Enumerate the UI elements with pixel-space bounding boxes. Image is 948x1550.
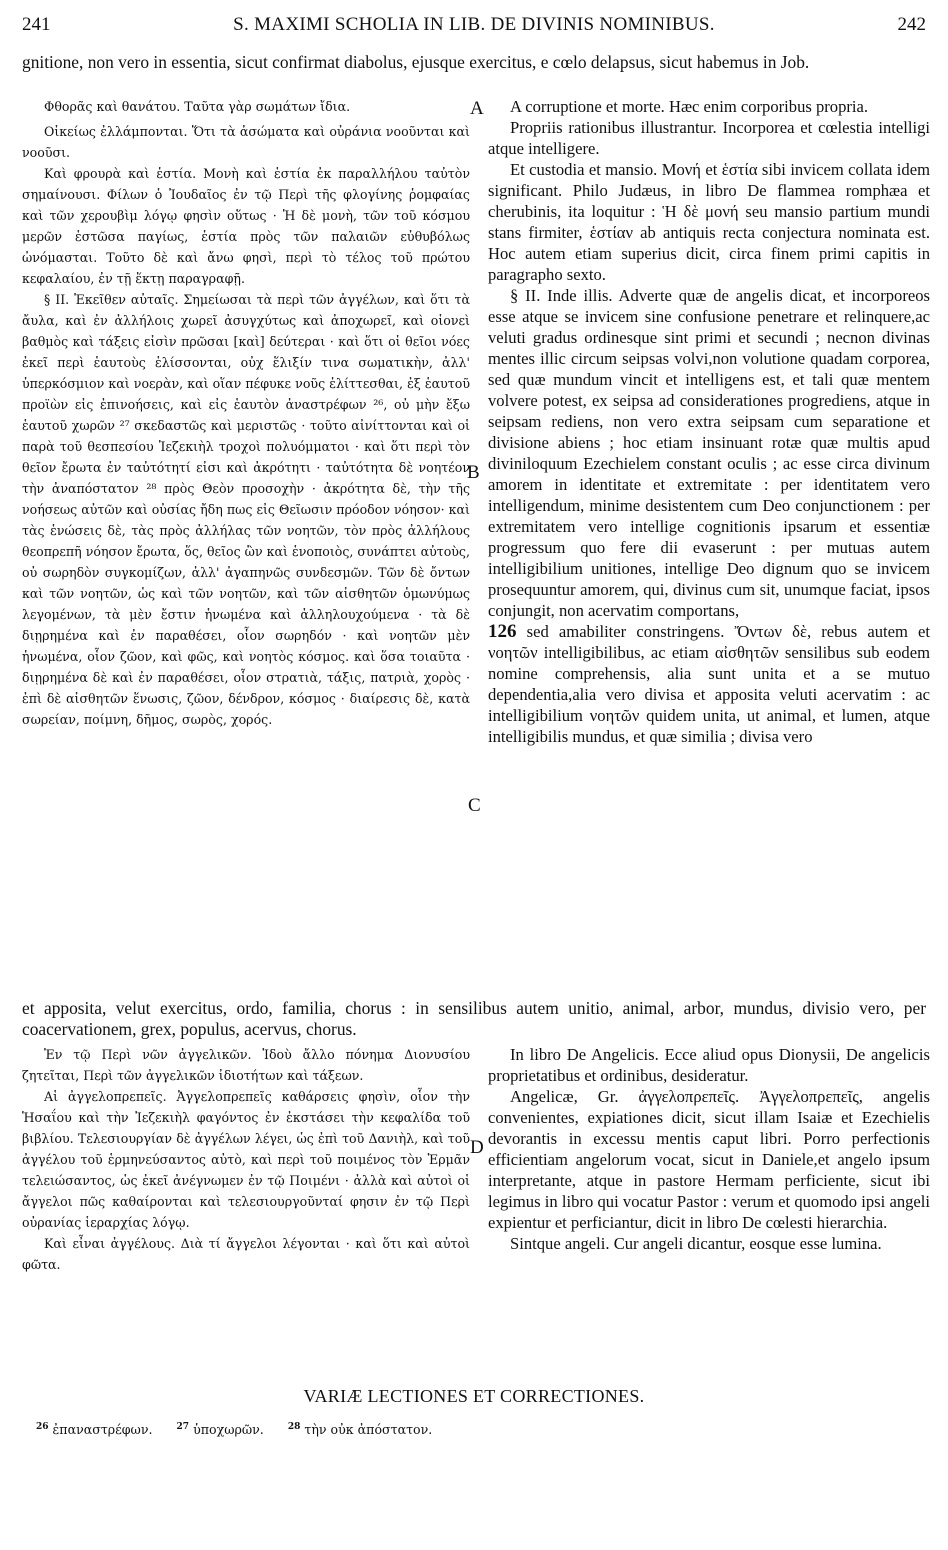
running-title: S. MAXIMI SCHOLIA IN LIB. DE DIVINIS NOMINIBUS. — [233, 14, 715, 35]
greek-paragraph: Καὶ φρουρὰ καὶ ἑστία. Μονὴ καὶ ἑστία ἐκ παραλλήλου ταὐτὸν σημαίνουσι. Φίλων ὁ Ἰουδαῖος ἐν τῷ Περὶ τῆς φλογίνης ῥομφαίας καὶ τῶν χερουβὶμ λόγῳ φησὶν οὕτως · Ἡ δὲ μονὴ, τῶν τοῦ κόσμου μερῶν ἑστῶσα παγίως, ἑστία πρὸς τῶν παλαιῶν εὐθυβόλως ὠνόμασται. Τοῦτο δὲ καὶ ἄνω φησὶ, περὶ τὸ τέλος τοῦ πρώτου κεφαλαίου, ἐν τῇ ἕκτῃ παραγραφῇ. — [22, 166, 470, 286]
full-width-continuation: et apposita, velut exercitus, ordo, familia, chorus : in sensilibus autem unitio, animal, arbor, mundus, divisio vero, per coacervationem, grex, populus, acervus, chorus. — [22, 998, 926, 1039]
footnote-text: τὴν οὐκ ἀπόστατον. — [304, 1422, 433, 1438]
latin-paragraph-text: sed amabiliter constringens. Ὄντων δὲ, rebus autem et νοητῶν intelligibilibus, ac etiam αἰσθητῶν sensilibus sub eodem nomine comprehensis, alia sunt unita et a se mutuo dependentia,alia vero divisa et apposita veluti acervatim : ac intelligibilium νοητῶν quidem unita, ut animal, et lumen, atque intelligibilis mundus, et quæ similia ; divisa vero — [488, 622, 930, 746]
footnote-number: 27 — [176, 1422, 190, 1432]
margin-marker-c: C — [468, 795, 481, 816]
page-number-right: 242 — [897, 14, 926, 35]
latin-column-bottom — [488, 1044, 930, 1254]
latin-paragraph: A corruptione et morte. Hæc enim corporibus propria. — [510, 97, 869, 116]
latin-paragraph: Et custodia et mansio. Μονή et ἑστία sibi invicem collata idem significant. Philo Judæus, in libro De flammea romphæa et cherubinis, ita loquitur : Ἡ δὲ μονή seu mansio partium mundi stans firmiter, ἑστίαν ab antiquis recta conjectura nominata est. Hoc autem etiam superius dicit, circa finem primi capitis in paragrapho sexto. — [488, 160, 930, 284]
latin-paragraph: Sintque angeli. Cur angeli dicantur, eosque esse lumina. — [510, 1234, 882, 1253]
footnote — [36, 1422, 163, 1437]
intro-paragraph: gnitione, non vero in essentia, sicut confirmat diabolus, ejusque exercitus, e cœlo delapsus, sicut habemus in Job. — [22, 52, 810, 72]
footnote-text: ἐπαναστρέφων. — [52, 1422, 153, 1438]
greek-paragraph: Καὶ εἶναι ἀγγέλους. Διὰ τί ἄγγελοι λέγονται · καὶ ὅτι καὶ αὐτοὶ φῶτα. — [22, 1236, 470, 1272]
greek-paragraph: Οἰκείως ἐλλάμπονται. Ὅτι τὰ ἀσώματα καὶ οὐράνια νοοῦνται καὶ νοοῦσι. — [22, 124, 470, 160]
page-header — [22, 14, 926, 40]
page-number-left: 241 — [22, 14, 51, 35]
footnote — [288, 1422, 442, 1437]
latin-paragraph: Propriis rationibus illustrantur. Incorporea et cœlestia intelligi atque intelligere. — [488, 118, 930, 158]
margin-marker-d: D — [470, 1137, 484, 1158]
greek-paragraph: Φθορᾶς καὶ θανάτου. Ταῦτα γὰρ σωμάτων ἴδια. — [44, 99, 351, 114]
latin-paragraph: Angelicæ, Gr. ἀγγελοπρεπεῖς. Ἀγγελοπρεπεῖς, angelis convenientes, expiationes dicit, sicut illam Isaiæ et Ezechielis devorantis in excessu mentis caput libri. Porro perfectionis efficientiam angelorum vocat, sicut in Daniele,et angelo ipsum interpretante, atque in pastore Hermam perficiente, sicut ibi legimus in libro qui vocatur Pastor : verum et quomodo ipsi angeli expientur et perficiantur, dicit in libro De cœlesti hierarchia. — [488, 1087, 930, 1232]
greek-column-bottom — [22, 1044, 470, 1275]
latin-paragraph: In libro De Angelicis. Ecce aliud opus Dionysii, De angelicis proprietatibus et ordinibus, desideratur. — [488, 1045, 930, 1085]
variae-lectiones-title: VARIÆ LECTIONES ET CORRECTIONES. — [303, 1386, 645, 1406]
footnote-number: 28 — [287, 1422, 301, 1432]
column-number: 126 — [488, 621, 517, 642]
footnote-number: 26 — [36, 1422, 49, 1432]
margin-marker-b: B — [467, 462, 480, 483]
greek-column-top — [22, 96, 470, 730]
footnote — [177, 1422, 274, 1437]
latin-paragraph: § II. Inde illis. Adverte quæ de angelis dicat, et incorporeos esse atque se invicem sine confusione penetrare et relinquere,ac veluti gradus ordinesque sint primi et secundi ; necnon divinas mentes illic circum seipsas volvi,non volutione quadam corporea, sed quæ mundum vincit et intelligens est, et tali quæ mentem volvere potest, ex seipsa ad considerationes progrediens, atque in seipsam rediens, non vero extra seipsam cum separatione et divisione abiens ; hoc etiam insinuant rotæ quæ multis apud diviniloquum Ezechielem constant oculis ; ac esse circa divinum amorem in identitate et extremitate : per identitatem vero intelligendum, minime desistentem cum Deo conjunctionem : per extremitatem vero intellige cognitionis ipsarum et essentiæ progressum quo fere dii evaserunt : per mutuas autem intelligibilium unitiones, intellige Deo dignum quo se invicem prosequuntur amorem, qui, divinus cum sit, unumque faciat, ipsos conjungit, non acervatim comportans, — [488, 286, 930, 620]
latin-column-top — [488, 96, 930, 747]
greek-paragraph: Αἱ ἀγγελοπρεπεῖς. Ἀγγελοπρεπεῖς καθάρσεις φησὶν, οἷον τὴν Ἡσαΐου καὶ τὴν Ἰεζεκιὴλ φαγόντος ἐν ἐκστάσει τὴν κεφαλίδα τοῦ βιβλίου. Τελεσιουργίαν δὲ ἀγγέλων λέγει, ὡς ἐπὶ τοῦ Δανιὴλ, καὶ τοῦ ἀγγέλου τοῦ ἑρμηνεύσαντος αὐτὸ, καὶ περὶ τοῦ ποιμένος τὸν Ἑρμᾶν τελειώσαντος, ὡς ἐκεῖ ἀνέγνωμεν ἐν τῷ Ποιμένι · ἀλλὰ καὶ αὐτοὶ οἱ ἄγγελοι πῶς καθαίρονται καὶ τελεσιουργοῦνταί φησιν ἐν τῷ Περὶ οὐρανίας ἱεραρχίας λόγῳ. — [22, 1089, 470, 1230]
footnotes — [36, 1422, 452, 1437]
margin-marker-a: A — [470, 98, 484, 119]
greek-paragraph: Ἐν τῷ Περὶ νῶν ἀγγελικῶν. Ἰδοὺ ἄλλο πόνημα Διονυσίου ζητεῖται, Περὶ τῶν ἀγγελικῶν ἰδιοτήτων καὶ τάξεων. — [22, 1047, 470, 1083]
greek-paragraph: § II. Ἐκεῖθεν αὐταῖς. Σημείωσαι τὰ περὶ τῶν ἀγγέλων, καὶ ὅτι τὰ ἄυλα, καὶ ἐν ἀλλήλοις χωρεῖ ἀσυγχύτως καὶ ἀποχωρεῖ, καὶ οἱονεὶ βαθμὸς καὶ τάξεις εἰσὶν πρῶσαι [καὶ] δεύτεραι · καὶ ὅτι οἱ θεῖοι νόες ἐκεῖ περὶ ἑαυτοὺς ἑλίσσονται, οὐχ ἕλιξίν τινα σωματικὴν, ἀλλ' ὑπερκόσμιον καὶ νοερὰν, καὶ οἵαν πέφυκε νοῦς ἑλίττεσθαι, ἐξ ἑαυτοῦ προϊὼν εἰς ἐπινοήσεις, καὶ εἰς ἑαυτὸν ἀναστρέφων ²⁶, οὐ μὴν ἔξω ἑαυτοῦ χωρῶν ²⁷ σκεδαστῶς καὶ μεριστῶς · τοῦτο αἰνίττονται καὶ οἱ παρὰ τοῦ θεσπεσίου Ἰεζεκιὴλ τροχοὶ πολυόμματοι · καὶ ὅτι περὶ τὸν θεῖον ἔρωτα ἐν ταὐτότητί εἰσι καὶ ἀκρότητι · ταὐτότητα δὲ νοητέον τὴν ἀναπόστατον ²⁸ πρὸς Θεὸν προσοχὴν · ἀκρότητα δὲ, τὴν τῆς νοήσεως αὐτῶν καὶ οὐσίας ἤδη πως εἰς Θεῖωσιν πρόοδον νόησον· καὶ τὰς ἑνώσεις δὲ, τὰς πρὸς ἀλλήλας τῶν νοητῶν, τὸν πρὸς ἀλλήλους θεοπρεπῆ νόησον ἔρωτα, ὅς, θεῖος ὢν καὶ ἑνοποιὸς, συνάπτει αὐτοὺς, οὐ σωρηδὸν συγκομίζων, ἀλλ' ἀγαπηνῶς συνδεσμῶν. Τῶν δὲ ὄντων καὶ τῶν νοητῶν, ὡς καὶ τῶν νοητῶν, καὶ τῶν αἰσθητῶν ὁμωνύμως λεγομένων, τὰ μὲν ἔστιν ἡνωμένα καὶ ἀλληλουχούμενα · τὰ δὲ διῃρημένα καὶ ἐν παραθέσει, οἷον σωρηδόν · καὶ νοητῶν μὲν ἡνωμένα, οἷον ζῶον, καὶ φῶς, καὶ νοητὸς κόσμος. καὶ ὅσα τοιαῦτα · διῃρημένα δὲ καὶ ἐν παραθέσει, οἷον στρατιὰ, τάξις, πατριὰ, χορὸς · ἐπὶ δὲ αἰσθητῶν ἕνωσις, ζῶον, δένδρον, κόσμος · διαίρεσις δὲ, κατὰ σωρείαν, ποίμνη, δῆμος, σωρὸς, χορός. — [22, 292, 470, 727]
footnote-text: ὑποχωρῶν. — [193, 1422, 264, 1438]
latin-paragraph — [488, 621, 930, 747]
